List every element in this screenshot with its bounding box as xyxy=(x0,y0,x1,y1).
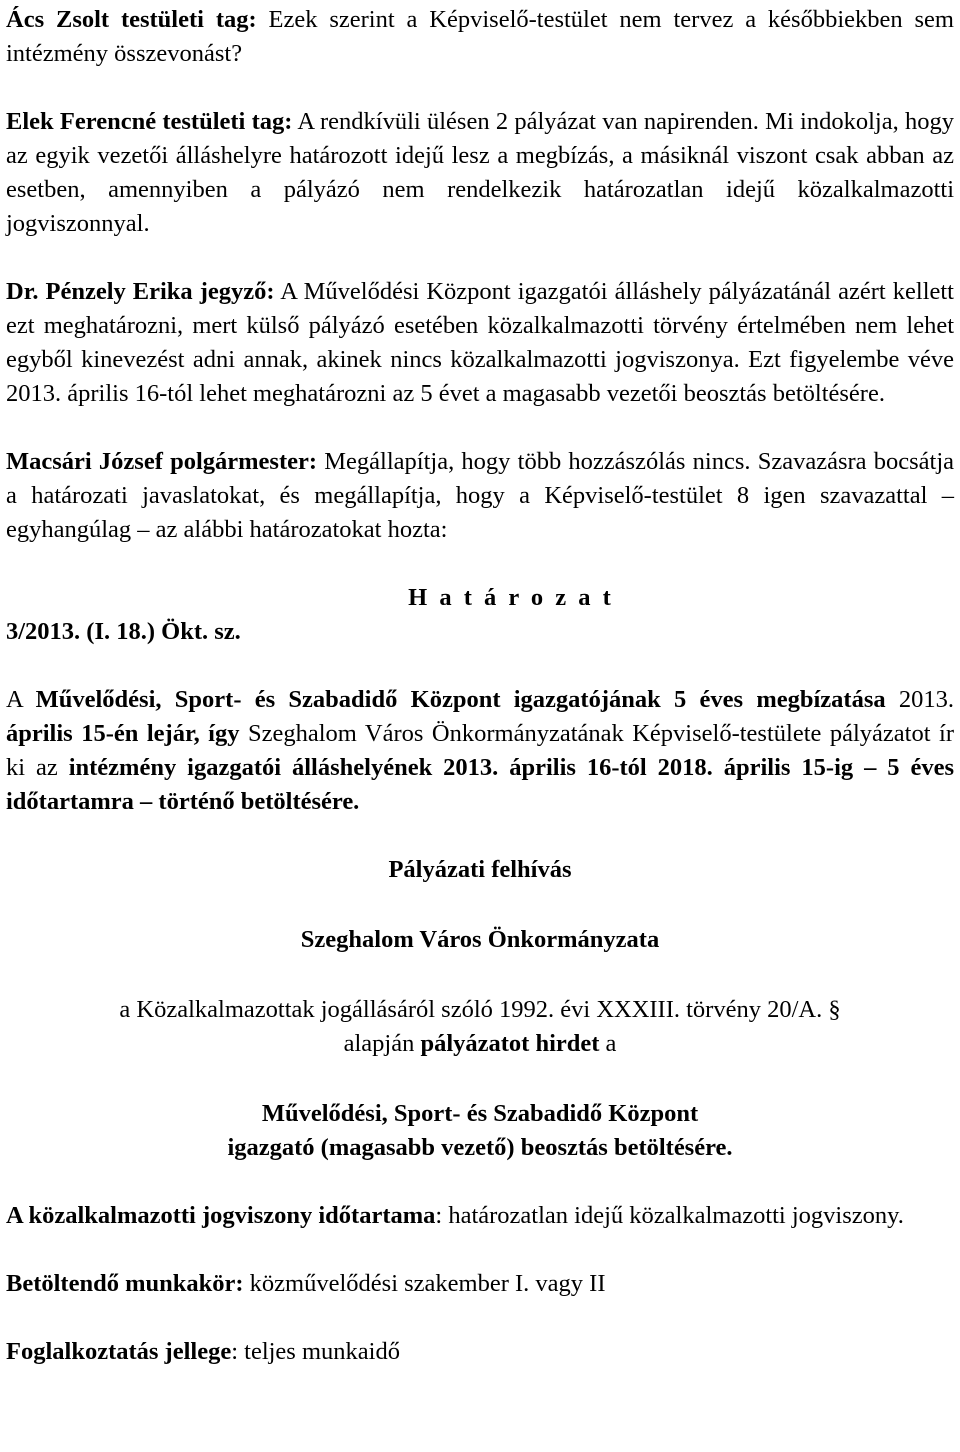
field-label: Foglalkoztatás jellege xyxy=(6,1338,232,1365)
call-org: Művelődési, Sport- és Szabadidő Központ xyxy=(261,1100,699,1127)
duration-line xyxy=(6,1199,954,1233)
call-position: igazgató (magasabb vezető) beosztás betöltésére. xyxy=(227,1134,733,1161)
employment-line xyxy=(6,1335,954,1369)
speaker-name: Macsári József polgármester: xyxy=(6,448,318,475)
paragraph-penzely xyxy=(6,275,954,411)
resolution-heading: H a t á r o z a t xyxy=(408,584,614,611)
text-fragment: Szeghalom Város Önkormányzatának Képviselő-testülete pályázatot ír ki az xyxy=(6,720,954,781)
text-fragment: alapján xyxy=(343,1030,421,1057)
speech-text: Ezek szerint a Képviselő-testület nem tervez a későbbiekben sem intézmény összevonást? xyxy=(6,6,954,67)
paragraph-macsari xyxy=(6,445,954,547)
speaker-name: Elek Ferencné testületi tag: xyxy=(6,108,293,135)
field-label: Betöltendő munkakör: xyxy=(6,1270,244,1297)
field-value: közművelődési szakember I. vagy II xyxy=(243,1270,606,1297)
speaker-name: Ács Zsolt testületi tag: xyxy=(6,6,257,33)
text-fragment-bold: pályázatot hirdet xyxy=(420,1030,600,1057)
call-title: Pályázati felhívás xyxy=(388,856,572,883)
call-issuer: Szeghalom Város Önkormányzata xyxy=(300,926,660,953)
field-value: : határozatlan idejű közalkalmazotti jogviszony. xyxy=(435,1202,904,1229)
speech-text: A rendkívüli ülésen 2 pályázat van napirenden. Mi indokolja, hogy az egyik vezetői álláshelyre határozott idejű lesz a megbízás, a másiknál viszont csak abban az esetben, amennyiben a pályázó nem rendelkezik határozatlan idejű közalkalmazotti jogviszonnyal. xyxy=(6,108,954,237)
text-fragment-bold: intézmény igazgatói álláshelyének 2013. április 16-tól 2018. április 15-ig – 5 éves időtartamra – történő betöltésére. xyxy=(6,754,954,815)
field-value: : teljes munkaidő xyxy=(231,1338,400,1365)
call-basis xyxy=(6,1027,954,1061)
paragraph-elek xyxy=(6,105,954,241)
speech-text: A Művelődési Központ igazgatói álláshely pályázatánál azért kellett ezt meghatározni, mert külső pályázó esetében közalkalmazotti törvény értelmében nem lehet egyből kinevezést adni annak, akinek nincs közalkalmazotti jogviszonya. Ezt figyelembe véve 2013. április 16-tól lehet meghatározni az 5 évet a magasabb vezetői beosztás betöltésére. xyxy=(6,278,954,407)
resolution-number: 3/2013. (I. 18.) Ökt. sz. xyxy=(6,618,241,645)
field-label: A közalkalmazotti jogviszony időtartama xyxy=(6,1202,436,1229)
speaker-name: Dr. Pénzely Erika jegyző: xyxy=(6,278,275,305)
resolution-text xyxy=(6,683,954,819)
text-fragment: A xyxy=(6,686,36,713)
speech-text: Megállapítja, hogy több hozzászólás nincs. Szavazásra bocsátja a határozati javaslatokat, és megállapítja, hogy a Képviselő-testület 8 igen szavazattal – egyhangúlag – az alábbi határozatokat hozta: xyxy=(6,448,954,543)
paragraph-acs xyxy=(6,3,954,71)
job-line xyxy=(6,1267,954,1301)
text-fragment: 2013. xyxy=(885,686,955,713)
text-fragment-bold: április 15-én lejár, így xyxy=(6,720,240,747)
call-law: a Közalkalmazottak jogállásáról szóló 1992. évi XXXIII. törvény 20/A. § xyxy=(119,996,841,1023)
text-fragment-bold: Művelődési, Sport- és Szabadidő Központ igazgatójának 5 éves megbízatása xyxy=(35,686,886,713)
text-fragment: a xyxy=(599,1030,617,1057)
